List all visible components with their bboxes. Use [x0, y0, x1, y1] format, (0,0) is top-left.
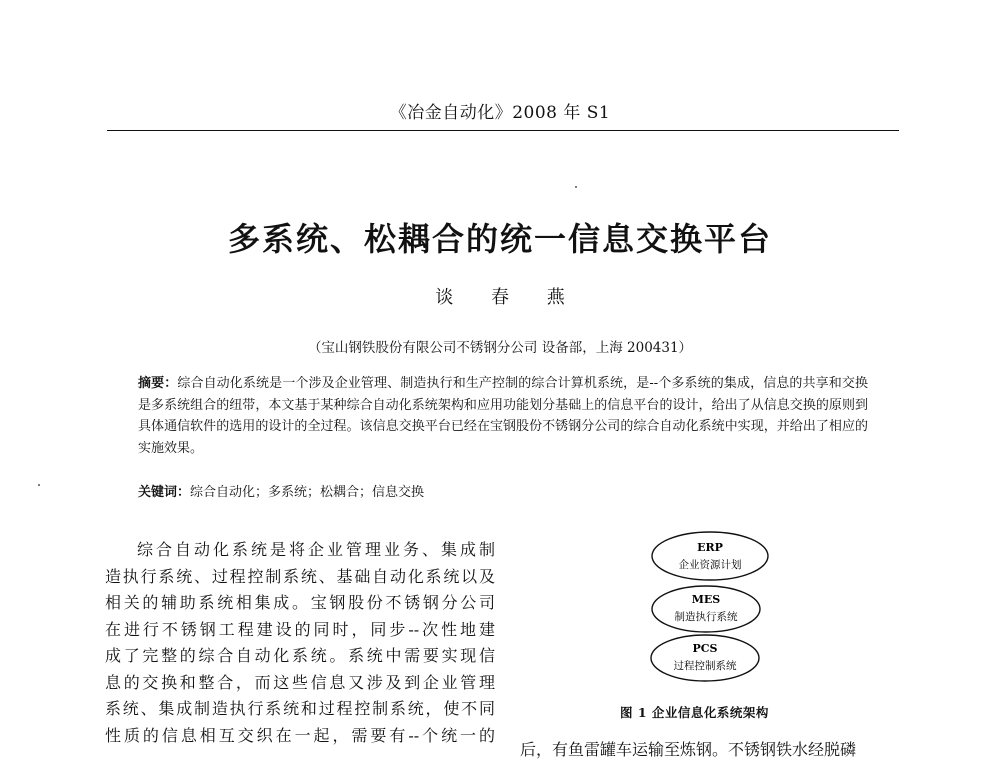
abstract-label: 摘要：	[138, 376, 178, 391]
erp-name: 企业资源计划	[678, 559, 742, 571]
mes-code: MES	[691, 593, 721, 606]
pcs-layer	[651, 635, 759, 681]
body-right-line: 后，有鱼雷罐车运输至炼钢。不锈钢铁水经脱磷	[520, 740, 857, 759]
speck-mark	[575, 186, 577, 188]
body-line: 相关的辅助系统相集成。宝钢股份不锈钢分公司	[105, 593, 495, 612]
body-line: 系统、集成制造执行系统和过程控制系统，使不同	[105, 699, 495, 718]
figure-architecture-diagram	[648, 530, 773, 690]
mes-name: 制造执行系统	[674, 611, 738, 623]
body-left-column	[105, 537, 495, 749]
erp-code: ERP	[697, 541, 723, 554]
abstract-text: 综合自动化系统是一个涉及企业管理、制造执行和生产控制的综合计算机系统，是--个多系统的集成，信息的共享和交换是多系统组合的纽带，本文基于某种综合自动化系统架构和应用功能划分基础上的信息平台的设计，给出了从信息交换的原则到具体通信软件的选用的设计的全过程。该信息交换平台已经在宝钢股份不锈钢分公司的综合自动化系统中实现，并给出了相应的实施效果。	[138, 376, 868, 456]
body-line: 造执行系统、过程控制系统、基础自动化系统以及	[105, 566, 495, 586]
body-line: 成了完整的综合自动化系统。系统中需要实现信	[105, 646, 495, 665]
article-author: 谈 春 燕	[435, 287, 581, 308]
header-rule	[107, 130, 899, 131]
speck-mark	[38, 484, 40, 486]
keywords-label: 关键词：	[138, 485, 191, 500]
pcs-code: PCS	[692, 642, 718, 655]
keywords-text: 综合自动化；多系统；松耦合；信息交换	[190, 485, 425, 500]
erp-ellipse	[652, 532, 768, 580]
keywords	[138, 481, 424, 500]
author-affiliation: （宝山钢铁股份有限公司不锈钢分公司 设备部，上海 200431）	[307, 340, 693, 356]
body-line: 性质的信息相互交织在一起，需要有--个统一的	[105, 725, 495, 745]
running-head: 《冶金自动化》2008 年 S1	[389, 103, 611, 123]
article-title: 多系统、松耦合的统一信息交换平台	[227, 220, 772, 258]
abstract	[138, 373, 868, 459]
pcs-name: 过程控制系统	[673, 660, 737, 672]
figure-caption: 图 1 企业信息化系统架构	[620, 705, 769, 720]
body-line: 在进行不锈钢工程建设的同时，同步--次性地建	[105, 619, 495, 639]
mes-layer	[652, 586, 760, 632]
body-line: 综合自动化系统是将企业管理业务、集成制	[137, 540, 495, 559]
body-line: 息的交换和整合，而这些信息又涉及到企业管理	[105, 672, 495, 692]
erp-layer	[652, 532, 768, 580]
